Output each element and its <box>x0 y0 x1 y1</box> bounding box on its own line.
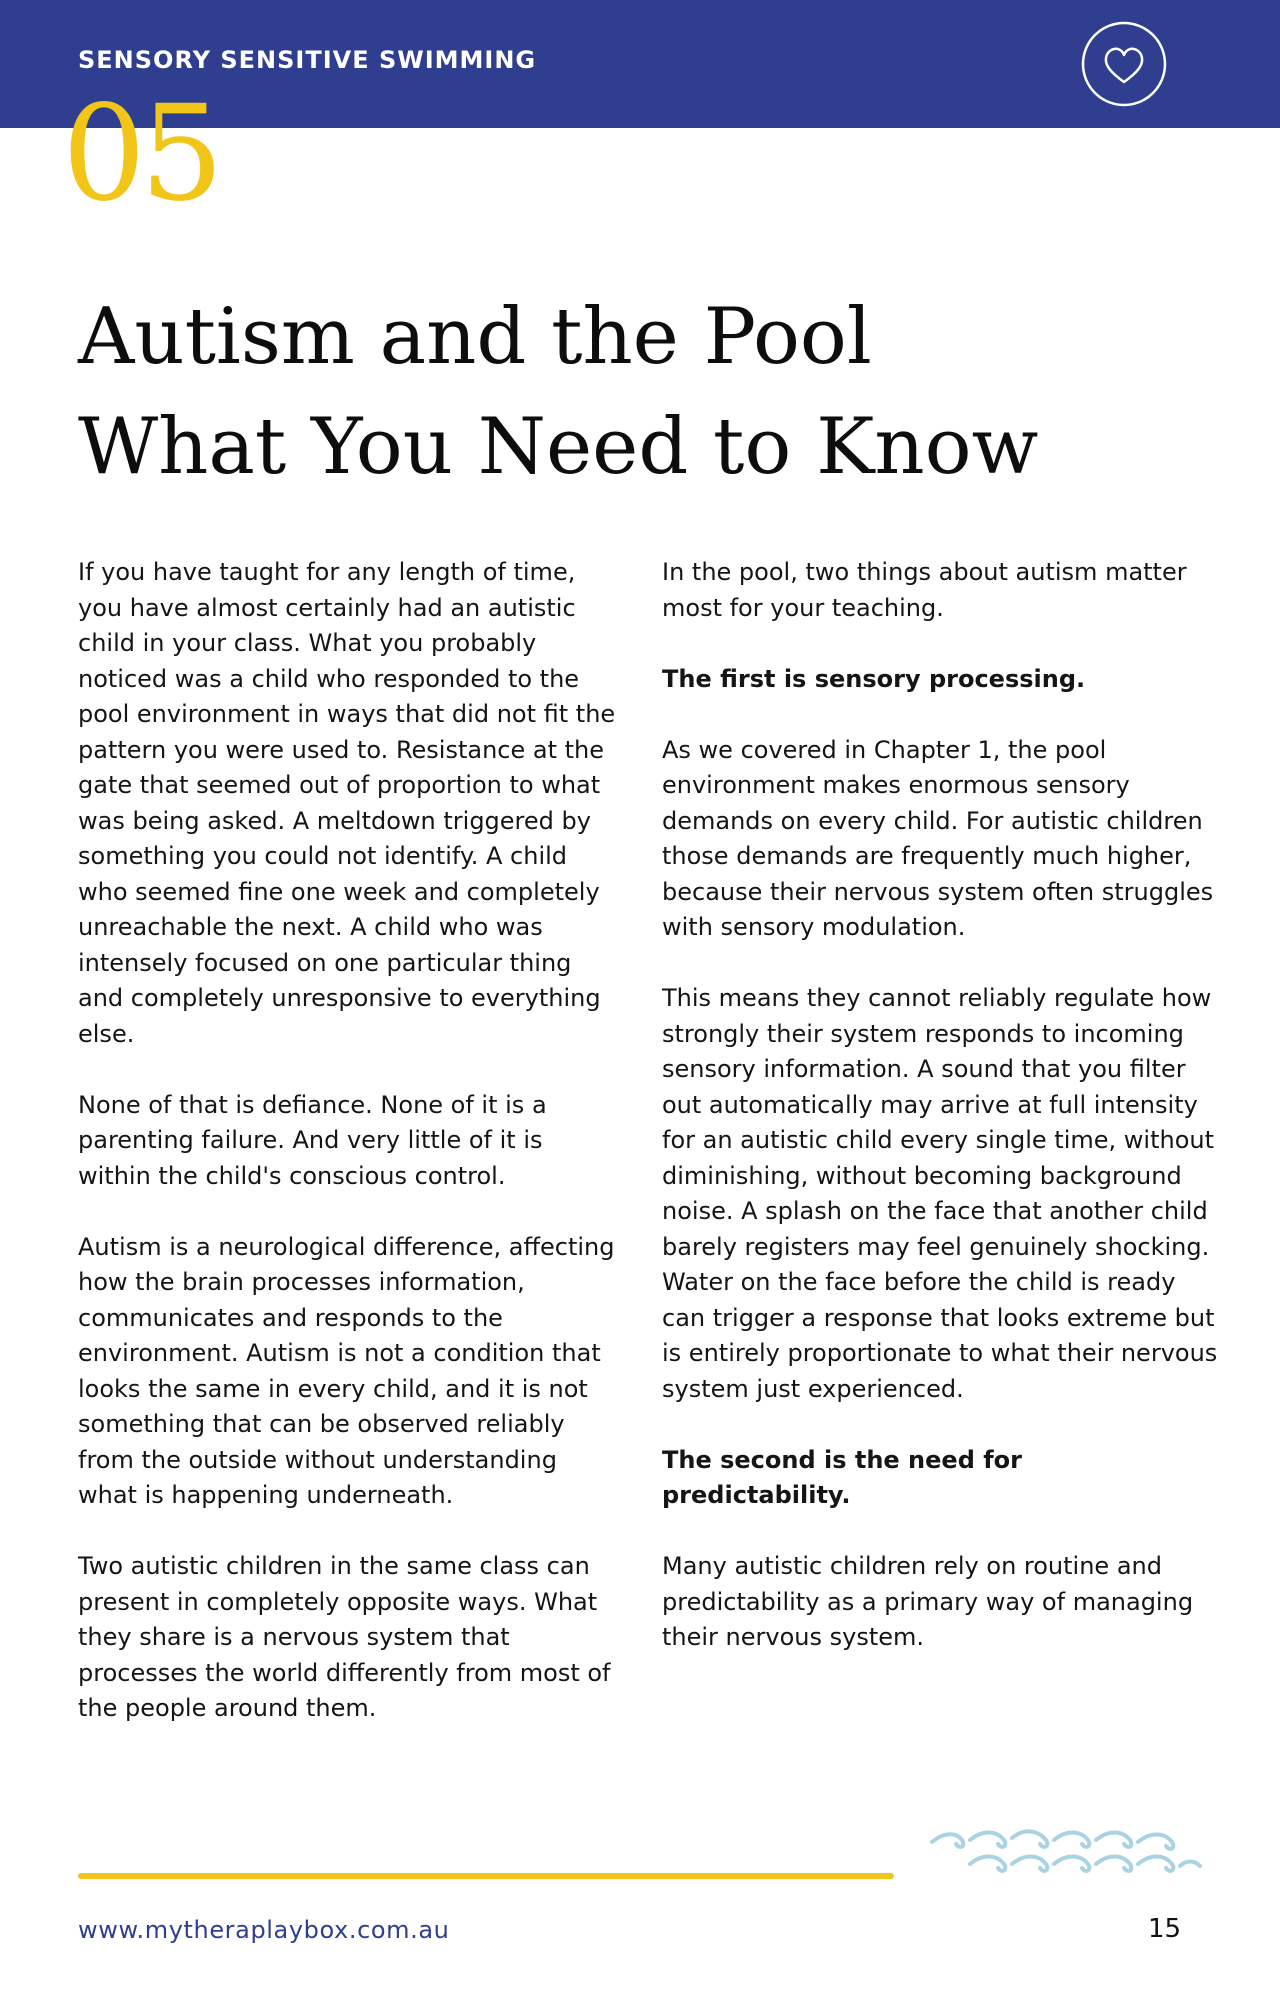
paragraph: Two autistic children in the same class can present in completely opposite ways. What they share is a nervous system that processes the world differently from most of the people around them. <box>78 1552 611 1722</box>
body-column-right <box>662 555 1218 1691</box>
body-column-left <box>78 555 618 1762</box>
footer-website-link[interactable]: www.mytheraplaybox.com.au <box>78 1916 450 1944</box>
page-number: 15 <box>1148 1914 1182 1944</box>
page-title-line-2: What You Need to Know <box>78 402 1039 492</box>
header-title: SENSORY SENSITIVE SWIMMING <box>78 46 537 74</box>
subheading-sensory-processing: The first is sensory processing. <box>662 664 1086 693</box>
chapter-number: 05 <box>62 77 218 231</box>
paragraph: Many autistic children rely on routine and predictability as a primary way of managing their nervous system. <box>662 1552 1194 1651</box>
paragraph: As we covered in Chapter 1, the pool environment makes enormous sensory demands on every child. For autistic children those demands are frequently much higher, because their nervous system often struggles with sensory modulation. <box>662 735 1214 941</box>
page-title <box>78 282 1218 502</box>
paragraph: None of that is defiance. None of it is a parenting failure. And very little of it is within the child's conscious control. <box>78 1090 547 1190</box>
paragraph: In the pool, two things about autism matter most for your teaching. <box>662 558 1187 622</box>
wave-icon <box>930 1828 1202 1882</box>
page-title-line-1: Autism and the Pool <box>78 292 872 382</box>
footer-divider <box>78 1873 894 1879</box>
heart-icon <box>1080 20 1168 108</box>
paragraph: This means they cannot reliably regulate how strongly their system responds to incoming sensory information. A sound that you filter out automatically may arrive at full intensity for an autistic child every single time, without diminishing, without becoming background noise. A splash on the face that another child barely registers may feel genuinely shocking. Water on the face before the child is ready can trigger a response that looks extreme but is entirely proportionate to what their nervous system just experienced. <box>662 984 1218 1403</box>
subheading-predictability: The second is the need for predictability. <box>662 1445 1022 1509</box>
paragraph: If you have taught for any length of time, you have almost certainly had an autistic child in your class. What you probably noticed was a child who responded to the pool environment in ways that did not fit the pattern you were used to. Resistance at the gate that seemed out of proportion to what was being asked. A meltdown triggered by something you could not identify. A child who seemed fine one week and completely unreachable the next. A child who was intensely focused on one particular thing and completely unresponsive to everything else. <box>78 558 616 1048</box>
paragraph: Autism is a neurological difference, affecting how the brain processes information, communicates and responds to the environment. Autism is not a condition that looks the same in every child, and it is not something that can be observed reliably from the outside without understanding what is happening underneath. <box>78 1232 615 1509</box>
